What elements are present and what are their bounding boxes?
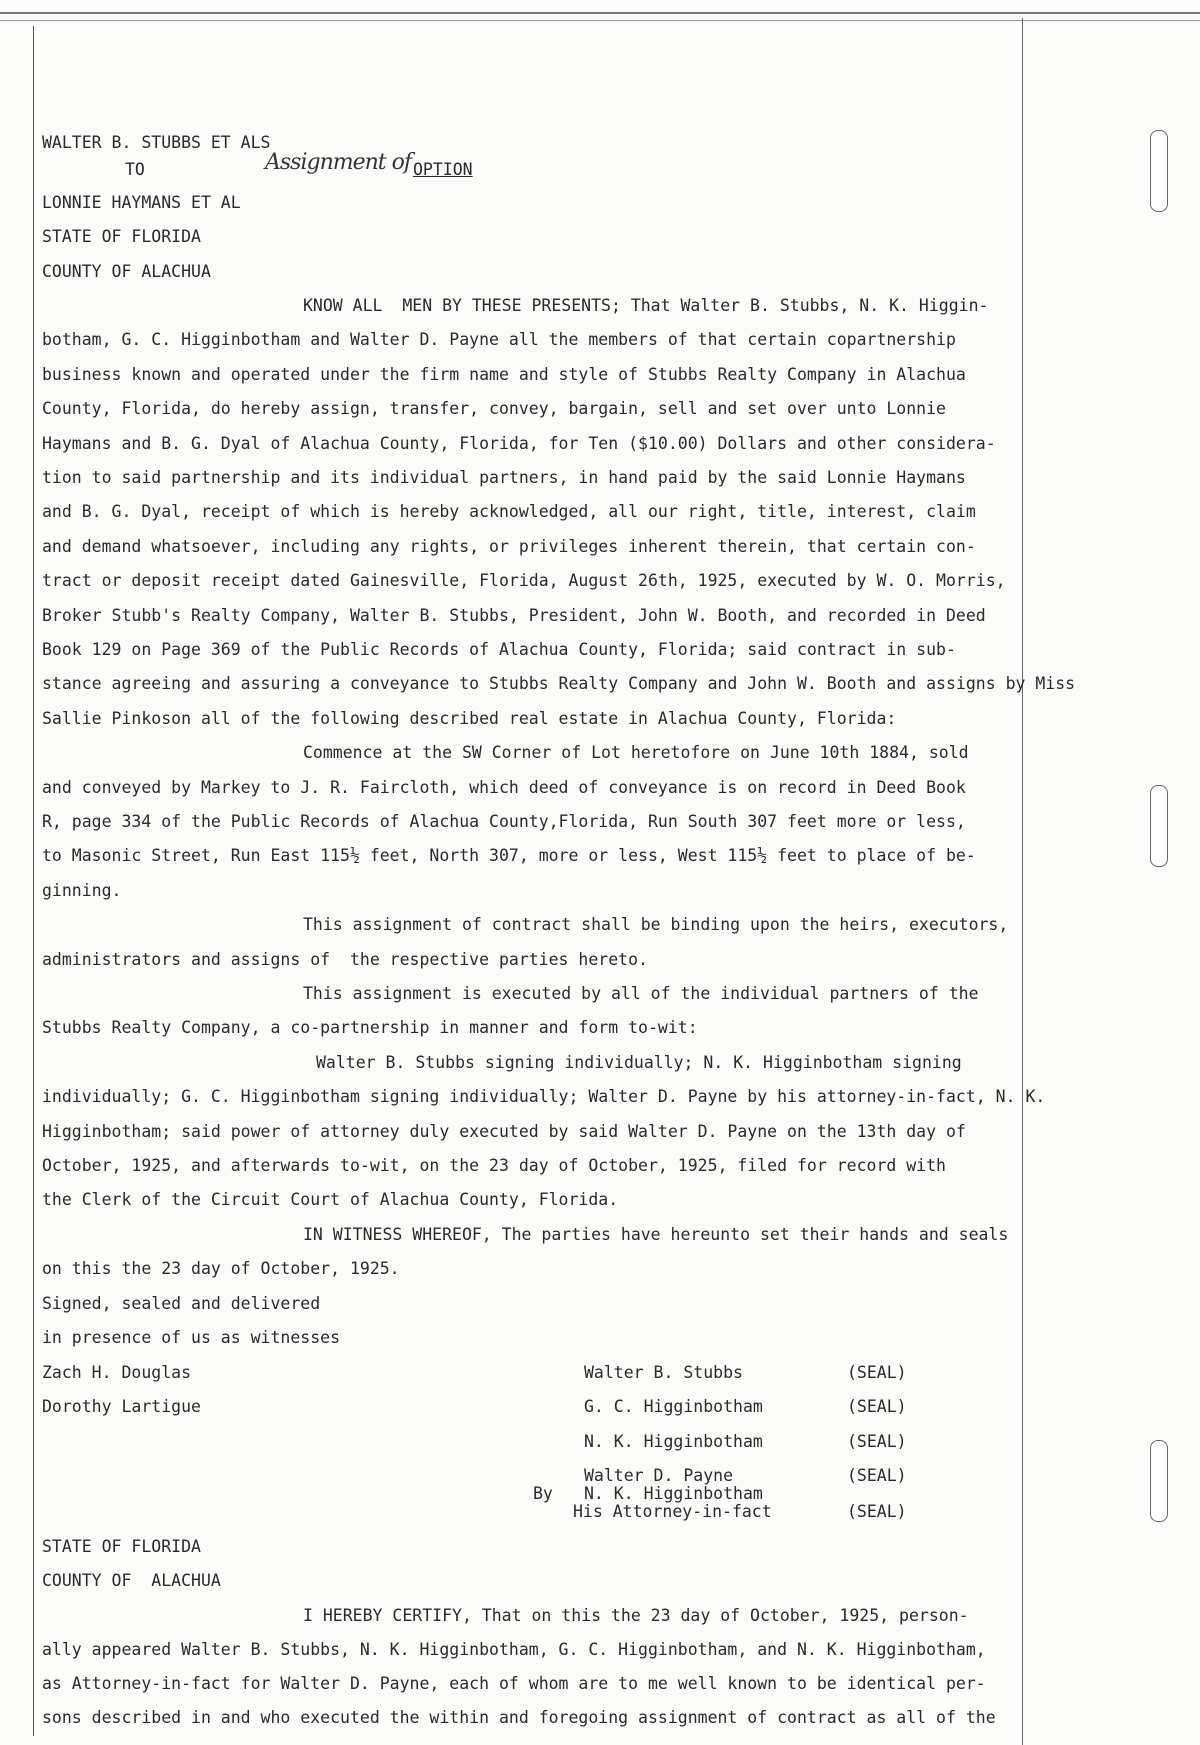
body-line: ginning. xyxy=(42,881,122,900)
body-line: Book 129 on Page 369 of the Public Records of Alachua County, Florida; said contract in sub- xyxy=(42,640,956,659)
body-line: tract or deposit receipt dated Gainesville, Florida, August 26th, 1925, executed by W. O. Morris, xyxy=(42,571,1006,590)
handwritten-annotation: Assignment of xyxy=(265,150,412,175)
seal-mark: (SEAL) xyxy=(847,1432,907,1451)
document-type: OPTION xyxy=(413,160,473,179)
body-line: This assignment of contract shall be binding upon the heirs, executors, xyxy=(303,915,1009,934)
certificate-line: as Attorney-in-fact for Walter D. Payne, each of whom are to me well known to be identical per- xyxy=(42,1674,986,1693)
left-margin-line xyxy=(33,26,34,1736)
body-line: Haymans and B. G. Dyal of Alachua County, Florida, for Ten ($10.00) Dollars and other considera- xyxy=(42,434,996,453)
witness-name: Zach H. Douglas xyxy=(42,1363,192,1382)
grantor-heading: WALTER B. STUBBS ET ALS xyxy=(42,133,271,152)
certificate-line: ally appeared Walter B. Stubbs, N. K. Higginbotham, G. C. Higginbotham, and N. K. Higginbotham, xyxy=(42,1640,986,1659)
body-line: R, page 334 of the Public Records of Alachua County,Florida, Run South 307 feet more or less, xyxy=(42,812,966,831)
certificate-state: STATE OF FLORIDA xyxy=(42,1537,201,1556)
seal-mark: (SEAL) xyxy=(847,1397,907,1416)
body-line: This assignment is executed by all of the individual partners of the xyxy=(303,984,979,1003)
body-line: IN WITNESS WHEREOF, The parties have hereunto set their hands and seals xyxy=(303,1225,1009,1244)
certificate-line: sons described in and who executed the within and foregoing assignment of contract as all of the xyxy=(42,1708,996,1727)
state-heading: STATE OF FLORIDA xyxy=(42,227,201,246)
body-line: business known and operated under the firm name and style of Stubbs Realty Company in Alachua xyxy=(42,365,966,384)
body-line: on this the 23 day of October, 1925. xyxy=(42,1259,400,1278)
witness-name: Dorothy Lartigue xyxy=(42,1397,201,1416)
body-line: Signed, sealed and delivered xyxy=(42,1294,321,1313)
body-line: Walter B. Stubbs signing individually; N. K. Higginbotham signing xyxy=(316,1053,962,1072)
county-heading: COUNTY OF ALACHUA xyxy=(42,262,211,281)
body-line: Commence at the SW Corner of Lot heretofore on June 10th 1884, sold xyxy=(303,743,969,762)
body-line: and demand whatsoever, including any rights, or privileges inherent therein, that certain con- xyxy=(42,537,976,556)
signatory-name: Walter D. Payne xyxy=(584,1466,734,1485)
body-line: administrators and assigns of the respective parties hereto. xyxy=(42,950,648,969)
signatory-name: G. C. Higginbotham xyxy=(584,1397,763,1416)
body-line: Broker Stubb's Realty Company, Walter B. Stubbs, President, John W. Booth, and recorded in Deed xyxy=(42,606,986,625)
body-line: in presence of us as witnesses xyxy=(42,1328,341,1347)
body-line: Higginbotham; said power of attorney duly executed by said Walter D. Payne on the 13th day of xyxy=(42,1122,966,1141)
body-line: Sallie Pinkoson all of the following described real estate in Alachua County, Florida: xyxy=(42,709,897,728)
body-line: the Clerk of the Circuit Court of Alachua County, Florida. xyxy=(42,1190,619,1209)
body-line: to Masonic Street, Run East 115½ feet, North 307, more or less, West 115½ feet to place of be- xyxy=(42,846,976,865)
signatory-name: Walter B. Stubbs xyxy=(584,1363,743,1382)
to-word: TO xyxy=(125,160,145,179)
body-line: and conveyed by Markey to J. R. Faircloth, which deed of conveyance is on record in Deed Book xyxy=(42,778,966,797)
body-line: October, 1925, and afterwards to-wit, on the 23 day of October, 1925, filed for record with xyxy=(42,1156,946,1175)
body-line: Stubbs Realty Company, a co-partnership in manner and form to-wit: xyxy=(42,1018,698,1037)
right-margin-line xyxy=(1022,18,1023,1745)
signatory-name: N. K. Higginbotham xyxy=(584,1432,763,1451)
certificate-line: I HEREBY CERTIFY, That on this the 23 day of October, 1925, person- xyxy=(303,1606,969,1625)
body-line: botham, G. C. Higginbotham and Walter D. Payne all the members of that certain copartnership xyxy=(42,330,956,349)
binder-hole xyxy=(1150,130,1168,212)
body-line: stance agreeing and assuring a conveyance to Stubbs Realty Company and John W. Booth and assigns by Miss xyxy=(42,674,1076,693)
seal-mark: (SEAL) xyxy=(847,1502,907,1521)
binder-hole xyxy=(1150,785,1168,867)
grantee-heading: LONNIE HAYMANS ET AL xyxy=(42,193,241,212)
body-line: and B. G. Dyal, receipt of which is hereby acknowledged, all our right, title, interest, claim xyxy=(42,502,976,521)
body-line: KNOW ALL MEN BY THESE PRESENTS; That Walter B. Stubbs, N. K. Higgin- xyxy=(303,296,989,315)
binder-hole xyxy=(1150,1440,1168,1522)
body-line: tion to said partnership and its individual partners, in hand paid by the said Lonnie Haymans xyxy=(42,468,966,487)
top-border xyxy=(0,12,1200,21)
certificate-county: COUNTY OF ALACHUA xyxy=(42,1571,221,1590)
body-line: individually; G. C. Higginbotham signing individually; Walter D. Payne by his attorney-in-fact, N. K. xyxy=(42,1087,1046,1106)
body-line: County, Florida, do hereby assign, transfer, convey, bargain, sell and set over unto Lonnie xyxy=(42,399,946,418)
by-label: By xyxy=(533,1484,553,1503)
seal-mark: (SEAL) xyxy=(847,1363,907,1382)
attorney-name: N. K. Higginbotham xyxy=(584,1484,763,1503)
attorney-title: His Attorney-in-fact xyxy=(573,1502,772,1521)
seal-mark: (SEAL) xyxy=(847,1466,907,1485)
